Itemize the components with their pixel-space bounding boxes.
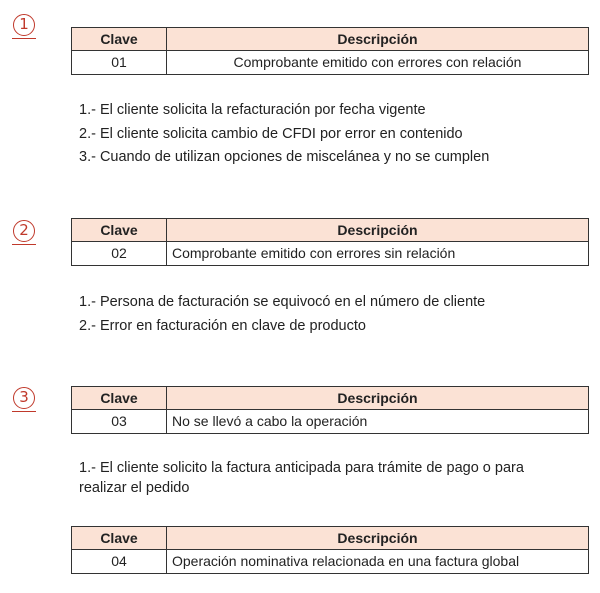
table-header-row — [72, 387, 589, 410]
circled-number-3-marker — [13, 387, 35, 409]
table-row — [72, 410, 589, 434]
cell-clave: 04 — [72, 550, 167, 574]
cell-descripcion: Operación nominativa relacionada en una factura global — [167, 550, 589, 574]
header-clave: Clave — [72, 219, 167, 242]
clave-table-02 — [71, 218, 589, 266]
cell-descripcion: Comprobante emitido con errores con relación — [167, 51, 589, 75]
clave-table-04 — [71, 526, 589, 574]
circled-number-1-marker — [13, 14, 35, 36]
header-clave: Clave — [72, 28, 167, 51]
table-row — [72, 242, 589, 266]
table-header-row — [72, 28, 589, 51]
table-row — [72, 550, 589, 574]
header-clave: Clave — [72, 387, 167, 410]
table-header-row — [72, 219, 589, 242]
list-item: 2.- El cliente solicita cambio de CFDI por error en contenido — [79, 125, 463, 142]
header-descripcion: Descripción — [167, 28, 589, 51]
header-clave: Clave — [72, 527, 167, 550]
cell-descripcion: No se llevó a cabo la operación — [167, 410, 589, 434]
clave-table-03 — [71, 386, 589, 434]
marker-label: 2 — [19, 221, 29, 239]
cell-descripcion: Comprobante emitido con errores sin relación — [167, 242, 589, 266]
clave-table-01 — [71, 27, 589, 75]
list-item: 3.- Cuando de utilizan opciones de miscelánea y no se cumplen — [79, 149, 490, 165]
list-item: 1.- El cliente solicito la factura anticipada para trámite de pago o para realizar el pedido — [79, 460, 524, 496]
list-item: 2.- Error en facturación en clave de producto — [79, 317, 366, 334]
circled-number-2-marker — [13, 220, 35, 242]
marker-label: 1 — [19, 15, 29, 33]
cell-clave: 02 — [72, 242, 167, 266]
marker-label: 3 — [19, 388, 29, 406]
notes-list-02 — [79, 291, 579, 338]
header-descripcion: Descripción — [167, 527, 589, 550]
notes-list-03 — [79, 458, 574, 498]
list-item: 1.- El cliente solicita la refacturación por fecha vigente — [79, 102, 426, 118]
cell-clave: 03 — [72, 410, 167, 434]
table-header-row — [72, 527, 589, 550]
header-descripcion: Descripción — [167, 219, 589, 242]
list-item: 1.- Persona de facturación se equivocó en el número de cliente — [79, 294, 486, 310]
notes-list-01 — [79, 99, 579, 170]
table-row — [72, 51, 589, 75]
cell-clave: 01 — [72, 51, 167, 75]
header-descripcion: Descripción — [167, 387, 589, 410]
